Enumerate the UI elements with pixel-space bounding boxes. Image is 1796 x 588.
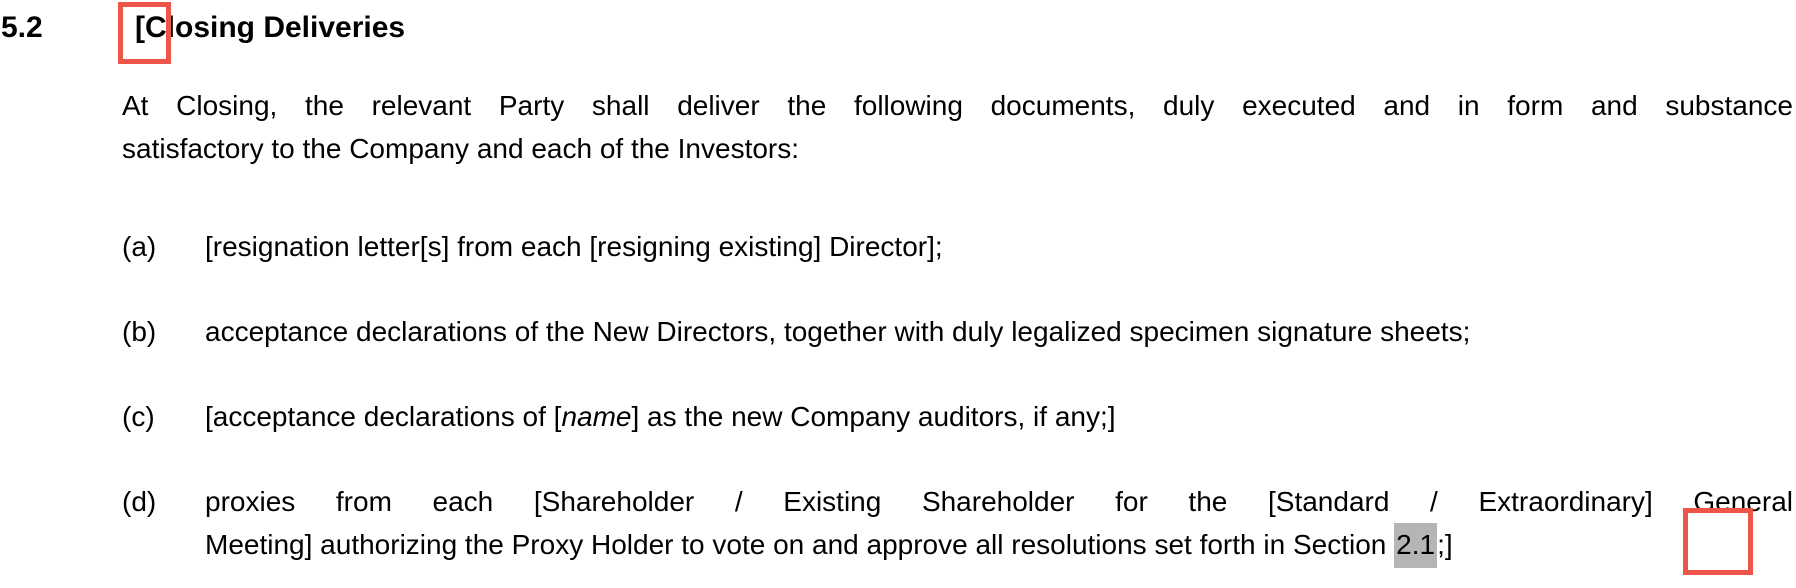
list-item-b-label: (b) <box>122 316 157 347</box>
list-item-c-text <box>205 395 1793 438</box>
list-item-a <box>122 225 1793 268</box>
intro-line-2: satisfactory to the Company and each of the Investors: <box>122 133 800 164</box>
list-item-d-line-2-prefix: Meeting] authorizing the Proxy Holder to vote on and approve all resolutions set forth in Section <box>205 529 1395 560</box>
annotation-box-section-ref <box>1683 508 1753 575</box>
list-item-c <box>122 395 1793 438</box>
section-heading: [Closing Deliveries <box>135 11 406 44</box>
list-item-d-line-2-suffix: ;] <box>1437 529 1453 560</box>
list-item-c-label: (c) <box>122 401 155 432</box>
list-item-c-text-prefix: [acceptance declarations of [ <box>205 401 562 432</box>
list-item-d-line-2 <box>205 523 1793 566</box>
list-item-c-placeholder-name: name <box>561 401 632 432</box>
list-item-a-text: [resignation letter[s] from each [resigning existing] Director]; <box>205 231 943 262</box>
list-item-d-line-1: proxies from each [Shareholder / Existing Shareholder for the [Standard / Extraordinary] General <box>205 486 1793 517</box>
section-number: 5.2 <box>1 11 43 44</box>
list-item-b <box>122 310 1793 353</box>
section-cross-reference: 2.1 <box>1394 523 1437 568</box>
intro-line-1: At Closing, the relevant Party shall deliver the following documents, duly executed and in form and substance <box>122 90 1793 121</box>
list-item-b-text: acceptance declarations of the New Directors, together with duly legalized specimen signature sheets; <box>205 316 1471 347</box>
list-item-a-label: (a) <box>122 231 157 262</box>
list-item-c-text-suffix: ] as the new Company auditors, if any;] <box>631 401 1116 432</box>
list-item-d <box>122 480 1793 566</box>
annotation-box-heading-bracket <box>118 2 171 64</box>
list-item-d-label: (d) <box>122 486 157 517</box>
list-item-d-text <box>205 480 1793 566</box>
intro-paragraph <box>122 84 1793 170</box>
